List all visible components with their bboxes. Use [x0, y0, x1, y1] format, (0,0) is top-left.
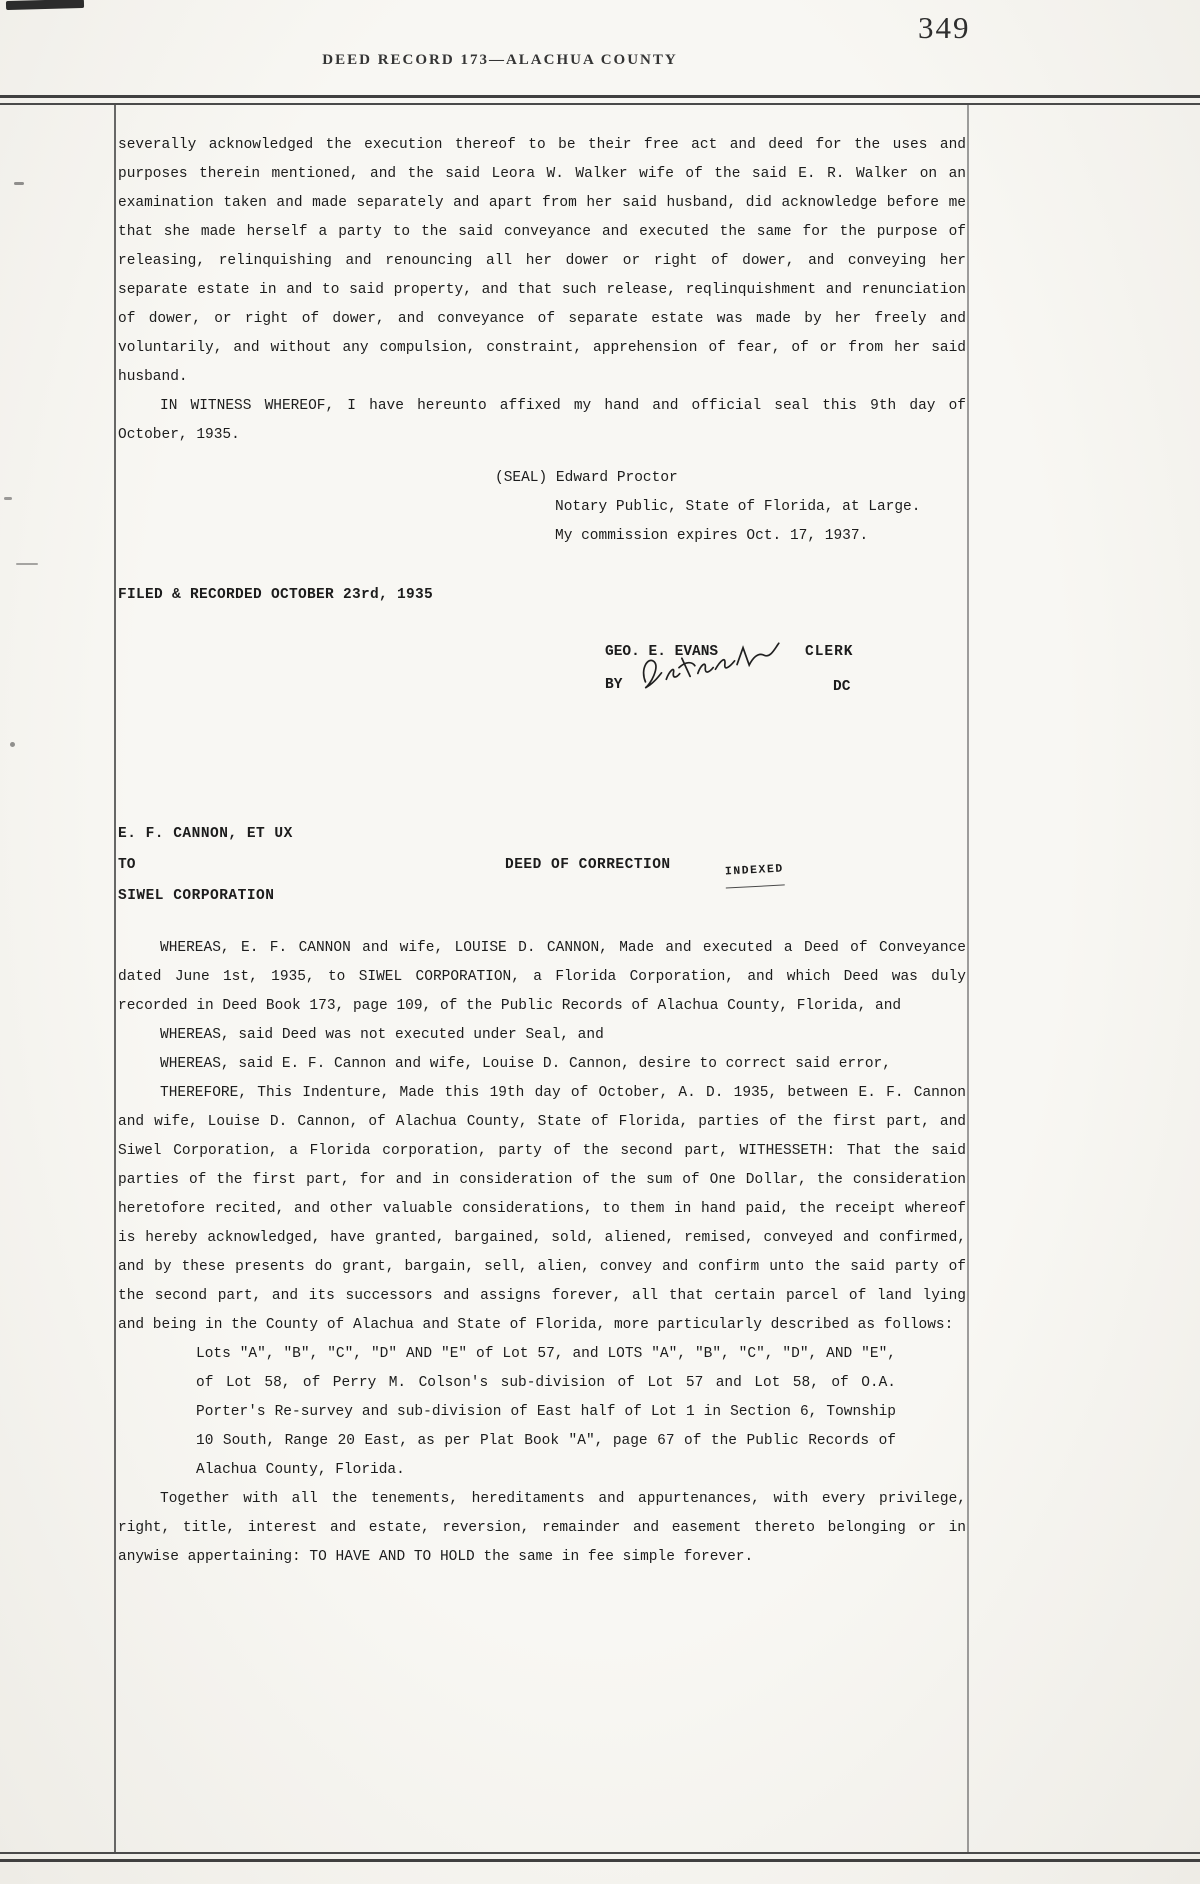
deed-paragraph: WHEREAS, E. F. CANNON and wife, LOUISE D. CANNON, Made and executed a Deed of Conveyance dated June 1st, 1935, to SIWEL CORPORATION, a Florida Corporation, and which Deed was duly recorded in Deed Book 173, page 109, of the Public Records of Alachua County, Florida, and: [118, 940, 966, 1014]
commission-line: My commission expires Oct. 17, 1937.: [555, 528, 869, 544]
page-number: 349: [918, 10, 971, 45]
clerk-attestation-block: [118, 638, 966, 720]
by-label: BY: [605, 677, 623, 693]
indexed-stamp: INDEXED: [724, 854, 784, 888]
instrument-title: DEED OF CORRECTION: [505, 857, 671, 873]
acknowledgment-paragraph: severally acknowledged the execution thereof to be their free act and deed for the uses and purposes therein mentioned, and the said Leora W. Walker wife of the said E. R. Walker on an examination taken and made separately and apart from her said husband, did acknowledge before me that she made herself a party to the said conveyance and executed the same for the purpose of releasing, relinquishing and renouncing all her dower or right of dower, and conveying her separate estate in and to said property, and that such release, reqlinquishment and renunciation of dower, or right of dower, and conveyance of separate estate was made by her freely and voluntarily, and without any compulsion, constraint, apprehension of fear, of or from her said husband.: [118, 137, 966, 385]
header-double-rule: [0, 95, 1200, 105]
scan-artifact: [6, 0, 84, 10]
grantee-name: SIWEL CORPORATION: [118, 888, 275, 904]
notary-title-line: Notary Public, State of Florida, at Large.: [555, 499, 921, 515]
scan-artifact: [10, 742, 15, 747]
document-text-column: [118, 131, 966, 1572]
deed-body: [118, 934, 966, 1572]
legal-description: Lots "A", "B", "C", "D" AND "E" of Lot 57, and LOTS "A", "B", "C", "D", AND "E", of Lot 58, of Perry M. Colson's sub-division of Lot 57 and Lot 58, of O.A. Porter's Re-survey and sub-division of East half of Lot 1 in Section 6, Township 10 South, Range 20 East, as per Plat Book "A", page 67 of the Public Records of Alachua County, Florida.: [196, 1346, 896, 1478]
grantor-name: E. F. CANNON, ET UX: [118, 826, 293, 842]
right-margin-rule: [967, 105, 969, 1852]
scan-artifact: [4, 497, 12, 500]
deed-paragraph: WHEREAS, said E. F. Cannon and wife, Louise D. Cannon, desire to correct said error,: [160, 1056, 891, 1072]
footer-double-rule: [0, 1852, 1200, 1862]
deed-paragraph: THEREFORE, This Indenture, Made this 19th day of October, A. D. 1935, between E. F. Cannon and wife, Louise D. Cannon, of Alachua County, State of Florida, parties of the first part, and Siwel Corporation, a Florida corporation, party of the second part, WITHESSETH: That the said parties of the first part, for and in consideration of the sum of One Dollar, the consideration heretofore recited, and other valuable considerations, to them in hand paid, the receipt whereof is hereby acknowledged, have granted, bargained, sold, aliened, remised, conveyed and confirmed, and by these presents do grant, bargain, sell, alien, convey and confirm unto the said party of the second part, and its successors and assigns forever, all that certain parcel of land lying and being in the County of Alachua and State of Florida, more particularly described as follows:: [118, 1085, 966, 1333]
notary-seal-block: [495, 464, 966, 551]
scan-artifact: [16, 563, 38, 565]
to-label: TO: [118, 857, 136, 873]
seal-line: (SEAL) Edward Proctor: [495, 470, 678, 486]
filed-recorded-line: FILED & RECORDED OCTOBER 23rd, 1935: [118, 587, 434, 603]
habendum-paragraph: Together with all the tenements, hereditaments and appurtenances, with every privilege, right, title, interest and estate, reversion, remainder and easement thereto belonging or in anywise appertaining: TO HAVE AND TO HOLD the same in fee simple forever.: [118, 1491, 966, 1565]
scan-artifact: [14, 182, 24, 185]
deed-paragraph: WHEREAS, said Deed was not executed under Seal, and: [160, 1027, 604, 1043]
clerk-title: CLERK: [805, 644, 854, 660]
witness-clause-paragraph: IN WITNESS WHEREOF, I have hereunto affixed my hand and official seal this 9th day of October, 1935.: [118, 398, 966, 443]
left-margin-rule: [114, 105, 116, 1852]
instrument-caption-block: [118, 820, 966, 916]
deputy-clerk-initials: DC: [833, 679, 851, 695]
clerk-name: GEO. E. EVANS: [605, 644, 719, 660]
page-header: DEED RECORD 173—ALACHUA COUNTY: [322, 52, 678, 68]
